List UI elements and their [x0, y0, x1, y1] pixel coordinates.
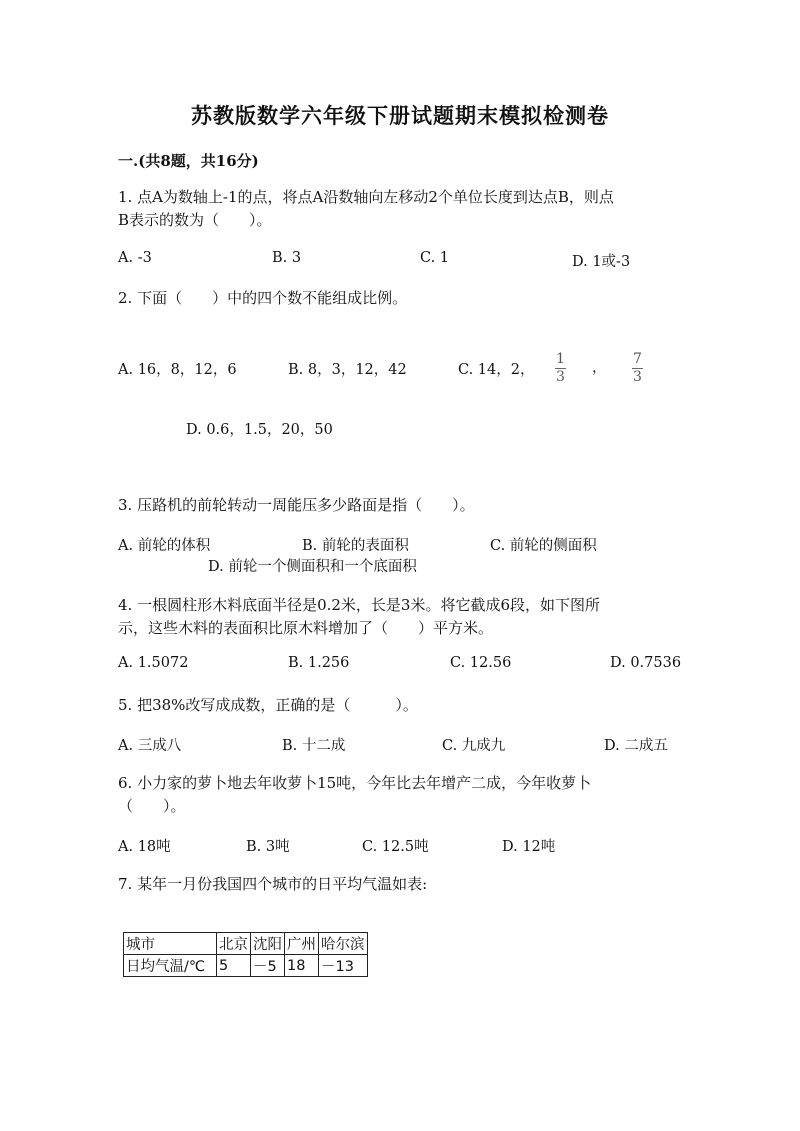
q6-option-c: C. 12.5吨: [362, 839, 429, 855]
table-cell: －5: [251, 955, 285, 977]
q3-option-a: A. 前轮的体积: [118, 538, 211, 554]
page-title: 苏教版数学六年级下册试题期末模拟检测卷: [191, 103, 609, 128]
table-row: [124, 933, 368, 955]
q1-option-a: A. -3: [118, 250, 152, 266]
question-1: [118, 186, 678, 232]
fraction-2-numerator: 7: [633, 351, 642, 367]
question-2: 2. 下面（ ）中的四个数不能组成比例。: [118, 289, 408, 307]
question-6-line2: （ ）。: [118, 797, 186, 815]
q5-option-b: B. 十二成: [282, 738, 346, 754]
table-cell: －13: [319, 955, 368, 977]
table-row: [124, 955, 368, 977]
question-6-line1: 6. 小力家的萝卜地去年收萝卜15吨，今年比去年增产二成，今年收萝卜: [118, 774, 592, 792]
table-header-cell: 哈尔滨: [319, 933, 368, 955]
question-7: 7. 某年一月份我国四个城市的日平均气温如表:: [118, 875, 428, 893]
table-header-cell: 广州: [285, 933, 319, 955]
q2-option-a: A. 16，8，12，6: [118, 362, 237, 378]
q5-option-d: D. 二成五: [604, 738, 668, 754]
question-5: 5. 把38%改写成成数，正确的是（ ）。: [118, 696, 418, 714]
q4-option-b: B. 1.256: [288, 655, 350, 671]
q1-option-d: D. 1或-3: [572, 254, 631, 270]
q5-option-a: A. 三成八: [118, 738, 182, 754]
table-cell: 18: [285, 955, 319, 977]
question-1-line1: 1. 点A为数轴上-1的点，将点A沿数轴向左移动2个单位长度到达点B，则点: [118, 188, 614, 206]
question-4-line2: 示，这些木料的表面积比原木料增加了（ ）平方米。: [118, 619, 494, 637]
q2-option-c: C. 14，2，: [458, 362, 535, 378]
q3-option-b: B. 前轮的表面积: [302, 538, 409, 554]
q2-separator: ，: [592, 360, 607, 376]
fraction-1-numerator: 1: [556, 351, 565, 367]
question-4-line1: 4. 一根圆柱形木料底面半径是0.2米，长是3米。将它截成6段，如下图所: [118, 596, 601, 614]
table-cell: 日均气温/℃: [124, 955, 217, 977]
q4-option-d: D. 0.7536: [610, 655, 682, 671]
table-header-cell: 沈阳: [251, 933, 285, 955]
q3-option-c: C. 前轮的侧面积: [490, 538, 597, 554]
question-3: 3. 压路机的前轮转动一周能压多少路面是指（ ）。: [118, 496, 475, 514]
question-4: [118, 594, 678, 640]
q2-fraction-1: [555, 352, 566, 385]
fraction-2-denominator: 3: [633, 369, 642, 385]
temperature-table: [123, 932, 368, 977]
question-1-line2: B表示的数为（ ）。: [118, 211, 272, 229]
q6-option-d: D. 12吨: [502, 839, 556, 855]
q1-option-c: C. 1: [420, 250, 450, 266]
q4-option-c: C. 12.56: [450, 655, 512, 671]
table-cell: 5: [217, 955, 251, 977]
q3-option-d: D. 前轮一个侧面积和一个底面积: [208, 559, 417, 575]
q1-option-b: B. 3: [272, 250, 302, 266]
q2-option-b: B. 8，3，12，42: [288, 362, 407, 378]
fraction-1-denominator: 3: [556, 369, 565, 385]
q2-option-d: D. 0.6，1.5，20，50: [186, 422, 333, 438]
table-header-cell: 城市: [124, 933, 217, 955]
q6-option-a: A. 18吨: [118, 839, 171, 855]
q4-option-a: A. 1.5072: [118, 655, 189, 671]
q5-option-c: C. 九成九: [442, 738, 506, 754]
table-header-cell: 北京: [217, 933, 251, 955]
q2-fraction-2: [632, 352, 643, 385]
question-6: [118, 772, 678, 818]
q6-option-b: B. 3吨: [246, 839, 290, 855]
section-heading: 一.(共8题，共16分): [118, 152, 259, 170]
